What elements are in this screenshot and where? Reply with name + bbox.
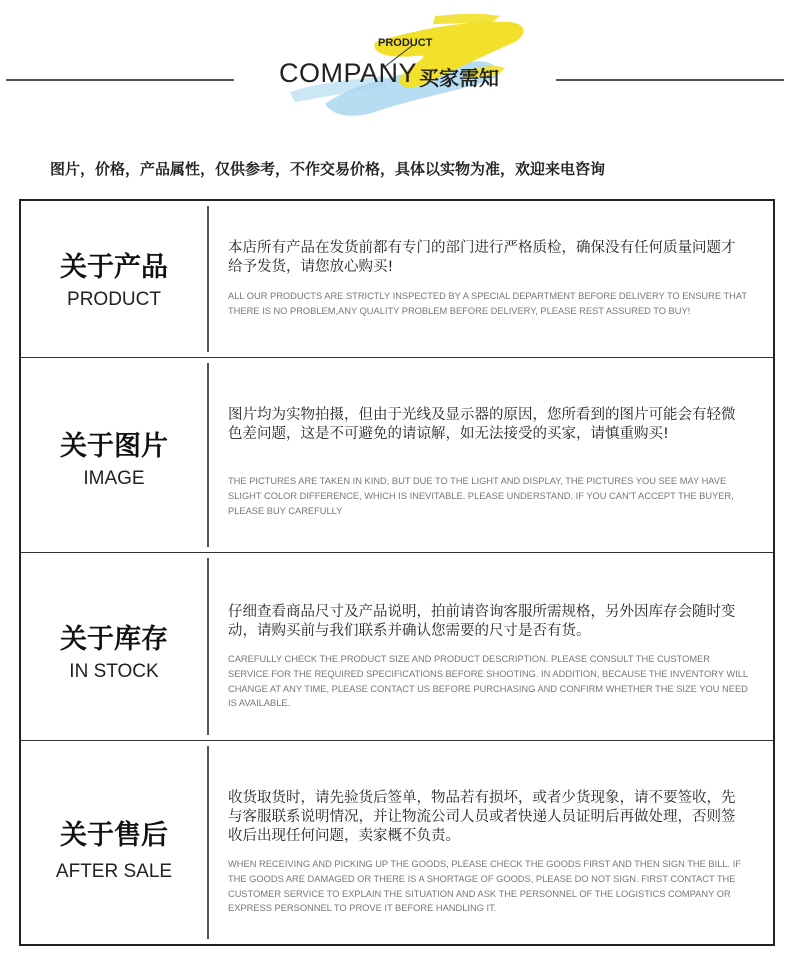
- section-title-en: IMAGE: [83, 468, 145, 489]
- section-desc-en: CAREFULLY CHECK THE PRODUCT SIZE AND PRODUCT DESCRIPTION. PLEASE CONSULT THE CUSTOMER SERVICE FOR THE REQUIRED SPECIFICATIONS BEFORE SHOOTING. IN ADDITION, BECAUSE THE INVENTORY WILL CHANGE AT ANY TIME, PLEASE CONTACT US BEFORE PURCHASING AND CONFIRM WHETHER THE SIZE YOU NEED IS AVAILABLE.: [228, 654, 748, 709]
- disclaimer-text: 图片，价格，产品属性，仅供参考，不作交易价格，具体以实物为准，欢迎来电咨询: [50, 160, 606, 178]
- buyer-notice-title: 买家需知: [419, 66, 499, 90]
- section-title-cn: 关于图片: [60, 431, 168, 462]
- section-desc-cn: 本店所有产品在发货前都有专门的部门进行严格质检，确保没有任何质量问题才给予发货，请您放心购买!: [228, 240, 736, 275]
- section-desc-en: WHEN RECEIVING AND PICKING UP THE GOODS, PLEASE CHECK THE GOODS FIRST AND THEN SIGN THE BILL. IF THE GOODS ARE DAMAGED OR THERE IS A SHORTAGE OF GOODS, PLEASE DO NOT SIGN. FIRST CONTACT THE CUSTOMER SERVICE TO EXPLAIN THE SITUATION AND ASK THE PERSONNEL OF THE LOGISTICS COMPANY OR EXPRESS PERSONNEL TO PROVE IT BEFORE HANDLING IT.: [228, 859, 741, 914]
- section-product: [21, 201, 773, 358]
- section-title-en: IN STOCK: [69, 661, 159, 682]
- section-desc-cn: 图片均为实物拍摄，但由于光线及显示器的原因，您所看到的图片可能会有轻微色差问题，这是不可避免的请谅解，如无法接受的买家，请慎重购买!: [228, 407, 736, 442]
- notice-table: [19, 199, 775, 946]
- header-rule-left: [6, 79, 234, 81]
- column-divider: [207, 363, 209, 547]
- section-title-en: PRODUCT: [67, 289, 161, 310]
- page-header: [0, 0, 790, 140]
- product-tag: PRODUCT: [378, 37, 433, 49]
- section-image: [21, 358, 773, 553]
- column-divider: [207, 746, 209, 939]
- section-title-en: AFTER SALE: [55, 861, 173, 882]
- column-divider: [207, 206, 209, 352]
- section-desc-cn: 仔细查看商品尺寸及产品说明，拍前请咨询客服所需规格，另外因库存会随时变动，请购买前与我们联系并确认您需要的尺寸是否有货。: [228, 604, 736, 639]
- section-title-cn: 关于库存: [60, 624, 168, 655]
- section-stock: [21, 553, 773, 741]
- section-title-cn: 关于售后: [60, 820, 168, 851]
- column-divider: [207, 558, 209, 735]
- section-desc-en: THE PICTURES ARE TAKEN IN KIND, BUT DUE TO THE LIGHT AND DISPLAY, THE PICTURES YOU SEE MAY HAVE SLIGHT COLOR DIFFERENCE, WHICH IS INEVITABLE. PLEASE UNDERSTAND. IF YOU CAN'T ACCEPT THE BUYER, PLEASE BUY CAREFULLY: [228, 476, 734, 516]
- section-title-cn: 关于产品: [60, 252, 168, 283]
- section-desc-en: ALL OUR PRODUCTS ARE STRICTLY INSPECTED BY A SPECIAL DEPARTMENT BEFORE DELIVERY TO ENSURE THAT THERE IS NO PROBLEM,ANY QUALITY PROBLEM BEFORE DELIVERY, PLEASE REST ASSURED TO BUY!: [228, 291, 747, 316]
- section-after-sale: [21, 741, 773, 944]
- header-rule-right: [556, 79, 784, 81]
- section-desc-cn: 收货取货时，请先验货后签单，物品若有损坏，或者少货现象，请不要签收，先与客服联系说明情况，并让物流公司人员或者快递人员证明后再做处理，否则签收后出现任何问题，卖家概不负责。: [228, 790, 736, 844]
- company-title: COMPANY: [279, 58, 418, 88]
